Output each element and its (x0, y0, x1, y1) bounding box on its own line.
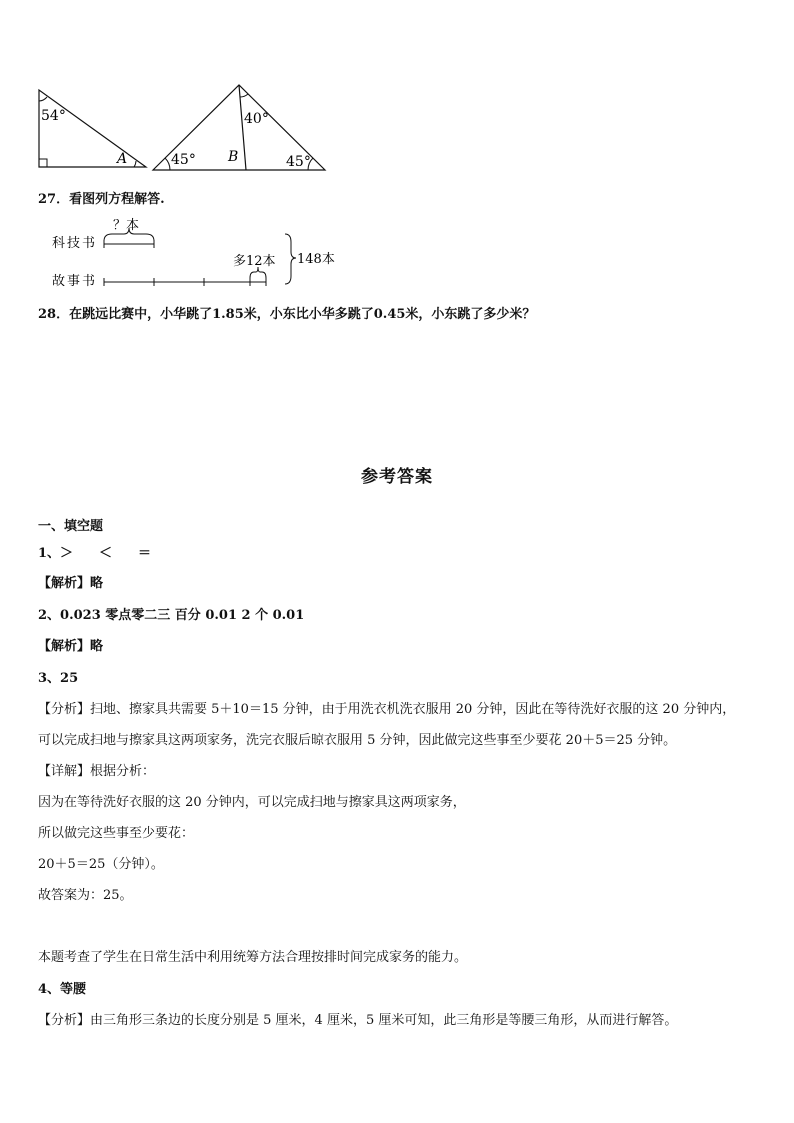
answer-3-detail: 【详解】根据分析： (38, 764, 156, 779)
question-28-number: 28． (38, 307, 70, 322)
angle-arc-a (134, 161, 136, 167)
answer-3-line4: 故答案为：25。 (38, 888, 133, 903)
answer-4-analysis: 【分析】由三角形三条边的长度分别是 5 厘米，4 厘米，5 厘米可知，此三角形是等腰三角形，从而进行解答。 (38, 1013, 678, 1028)
question-28 (38, 303, 535, 322)
question-27-text: 看图列方程解答. (69, 192, 165, 207)
unknown-label: ？本 (113, 218, 140, 233)
answer-2-note: 【解析】略 (38, 639, 104, 654)
line-segment-diagram (0, 212, 794, 292)
answers-title: 参考答案 (361, 467, 433, 487)
total-brace (285, 234, 296, 284)
answer-3-line3: 20＋5＝25（分钟）。 (38, 857, 164, 872)
answer-1-note: 【解析】略 (38, 576, 104, 591)
inner-segment (239, 85, 246, 170)
vertex-b-label: B (228, 149, 239, 165)
answer-2: 2、0.023 零点零二三 百分 0.01 2 个 0.01 (38, 608, 305, 623)
extra-label: 多12本 (233, 254, 276, 269)
total-label: 148本 (297, 252, 335, 267)
angle-arc-top-left (39, 97, 47, 101)
right-angle-mark (39, 159, 47, 167)
answer-3-line2: 所以做完这些事至少要花： (38, 826, 195, 841)
answer-3-comment: 本题考查了学生在日常生活中利用统筹方法合理按排时间完成家务的能力。 (38, 950, 468, 965)
row2-label: 故事书 (52, 274, 98, 289)
question-27 (38, 188, 165, 207)
angle-45-right-label: 45° (286, 154, 311, 170)
vertex-a-label: A (117, 151, 128, 167)
answer-1: 1、＞ ＜ ＝ (38, 546, 152, 561)
section-fill-blank: 一、填空题 (38, 519, 104, 534)
answer-4: 4、等腰 (38, 982, 87, 997)
angle-40-label: 40° (244, 111, 269, 127)
triangle-figures (0, 0, 794, 180)
answer-3-analysis-line1: 【分析】扫地、擦家具共需要 5＋10＝15 分钟，由于用洗衣机洗衣服用 20 分钟，因此在等待洗好衣服的这 20 分钟内， (38, 702, 736, 717)
angle-54-label: 54° (41, 108, 66, 124)
angle-arc-left (165, 158, 170, 170)
answer-3-analysis-line2: 可以完成扫地与擦家具这两项家务，洗完衣服后晾衣服用 5 分钟，因此做完这些事至少要花 20＋5＝25 分钟。 (38, 733, 677, 748)
angle-arc-top (240, 94, 248, 97)
answer-3: 3、25 (38, 671, 79, 686)
question-27-number: 27． (38, 192, 70, 207)
answer-3-line1: 因为在等待洗好衣服的这 20 分钟内，可以完成扫地与擦家具这两项家务， (38, 795, 466, 810)
angle-45-left-label: 45° (171, 152, 196, 168)
row1-label: 科技书 (52, 236, 98, 251)
question-28-text: 在跳远比赛中，小华跳了1.85米，小东比小华多跳了0.45米，小东跳了多少米？ (69, 307, 536, 322)
right-triangle (39, 90, 146, 167)
